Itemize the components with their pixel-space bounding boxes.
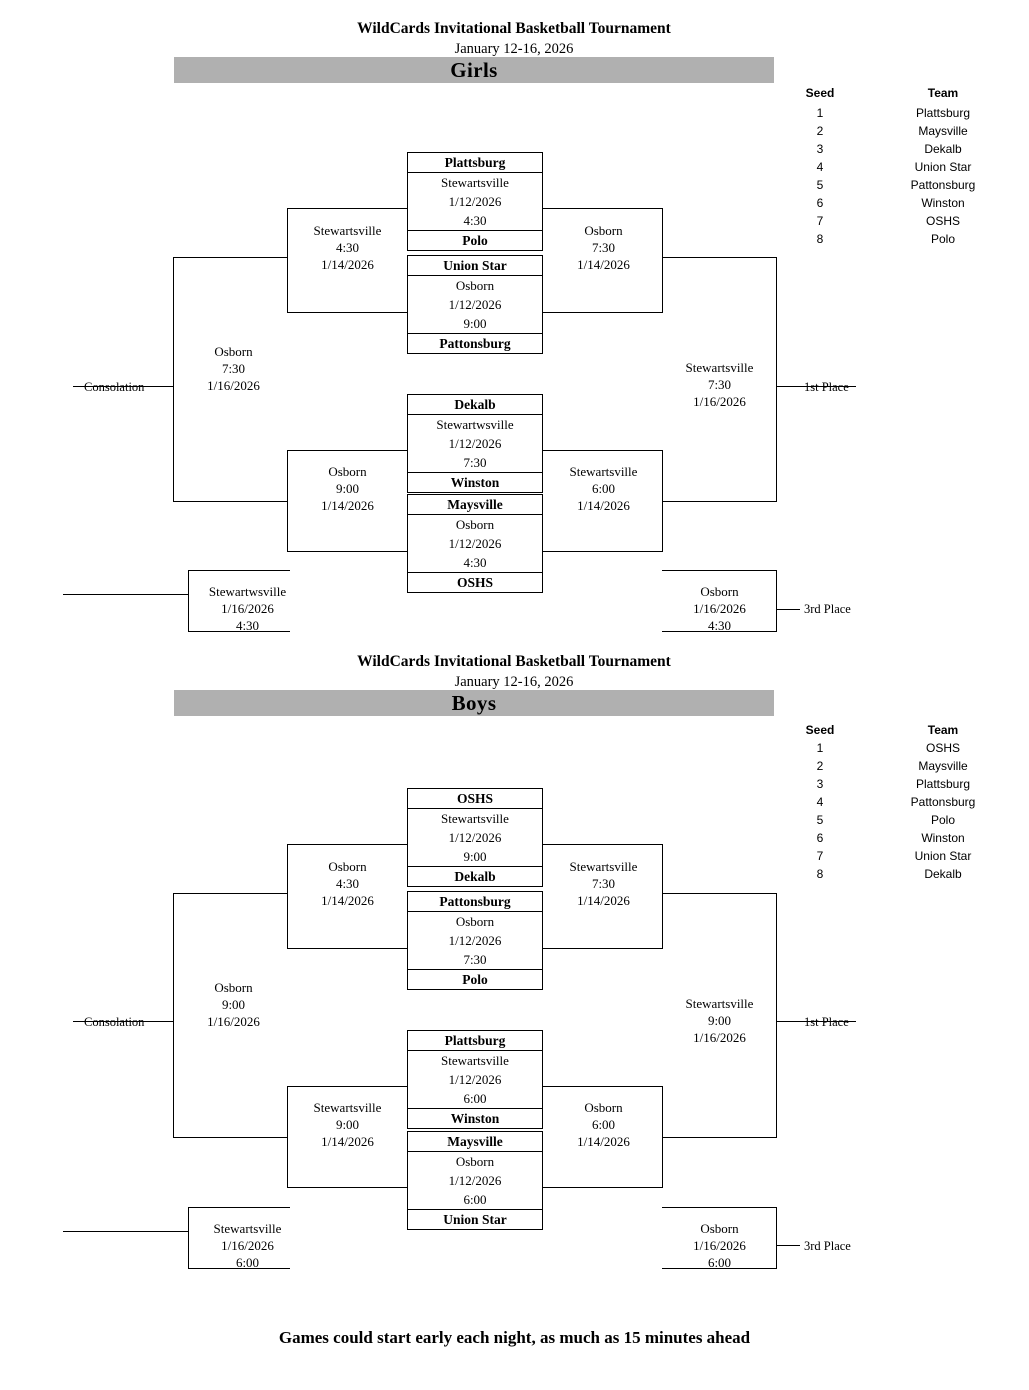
seed-number: 6 (816, 196, 824, 210)
game2-bottom-team: Polo (408, 969, 542, 989)
boys-game-box-2 (407, 891, 543, 990)
semi-site: Stewartsville (569, 859, 638, 874)
boys-semifinal-lower-right (546, 1099, 661, 1150)
boys-third-place-game (662, 1220, 777, 1271)
bracket-line (543, 1086, 663, 1087)
seed-number: 2 (816, 124, 824, 138)
game1-site: Stewartsville (441, 811, 509, 826)
seed-team: Winston (921, 196, 965, 210)
semi-time: 9:00 (335, 481, 360, 496)
semi-date: 1/14/2026 (577, 498, 630, 513)
game1-site: Stewartsville (441, 175, 509, 190)
boys-consolation-game (176, 979, 291, 1030)
seed-team: Union Star (914, 160, 972, 174)
semi-site: Osborn (584, 1100, 623, 1115)
third-site: Osborn (700, 1221, 739, 1236)
bracket-line (287, 1086, 288, 1188)
seed-number: 4 (816, 160, 824, 174)
bracket-line (662, 844, 663, 949)
game4-date: 1/12/2026 (448, 1173, 502, 1188)
game4-top-team: Maysville (408, 1132, 542, 1152)
girls-tournament-dates: January 12-16, 2026 (454, 41, 574, 57)
bracket-line (287, 844, 407, 845)
game4-site: Osborn (455, 517, 495, 532)
third-date: 1/16/2026 (693, 1238, 746, 1253)
game4-site: Osborn (455, 1154, 495, 1169)
game3-bottom-team: Winston (408, 1108, 542, 1128)
game2-time: 7:30 (463, 952, 487, 967)
seventh-site: Stewartsville (213, 1221, 282, 1236)
bracket-line (173, 893, 174, 1138)
game3-time: 7:30 (463, 455, 487, 470)
final-time: 7:30 (707, 377, 732, 392)
seed-team: Plattsburg (915, 777, 971, 791)
game1-bottom-team: Dekalb (408, 866, 542, 886)
seed-number: 1 (816, 741, 824, 755)
boys-consolation-label: Consolation (84, 1015, 145, 1029)
seed-number: 3 (816, 142, 824, 156)
boys-third-place-label: 3rd Place (804, 1239, 851, 1253)
consolation-time: 9:00 (221, 997, 246, 1012)
semi-site: Osborn (328, 859, 367, 874)
semi-site: Stewartsville (569, 464, 638, 479)
consolation-date: 1/16/2026 (207, 378, 260, 393)
bracket-line (662, 893, 776, 894)
game1-top-team: Plattsburg (408, 153, 542, 173)
game3-time: 6:00 (463, 1091, 487, 1106)
semi-site: Osborn (584, 223, 623, 238)
seed-team: Plattsburg (915, 106, 971, 120)
consolation-site: Osborn (214, 344, 253, 359)
seed-number: 4 (816, 795, 824, 809)
seed-number: 1 (816, 106, 824, 120)
third-time: 6:00 (707, 1255, 732, 1270)
semi-time: 7:30 (591, 240, 616, 255)
seventh-time: 4:30 (235, 618, 260, 633)
girls-seed-column-header: Seed (805, 86, 835, 100)
bracket-line (543, 844, 663, 845)
bracket-line (287, 948, 407, 949)
boys-game-box-3 (407, 1030, 543, 1129)
semi-time: 6:00 (591, 1117, 616, 1132)
boys-seventh-place-game (190, 1220, 305, 1271)
seed-team: Pattonsburg (910, 795, 976, 809)
semi-time: 4:30 (335, 240, 360, 255)
boys-gender-band (174, 690, 774, 716)
game3-bottom-team: Winston (408, 472, 542, 492)
third-time: 4:30 (707, 618, 732, 633)
bracket-line (543, 1187, 663, 1188)
semi-time: 9:00 (335, 1117, 360, 1132)
boys-tournament-dates: January 12-16, 2026 (454, 674, 574, 690)
semi-date: 1/14/2026 (321, 498, 374, 513)
bracket-line (287, 1086, 407, 1087)
girls-third-place-label: 3rd Place (804, 602, 851, 616)
seed-team: Maysville (918, 124, 968, 138)
seed-team: Polo (930, 813, 956, 827)
semi-date: 1/14/2026 (321, 893, 374, 908)
seed-team: Union Star (914, 849, 972, 863)
seed-team: Dekalb (924, 142, 962, 156)
semi-site: Stewartsville (313, 223, 382, 238)
seed-number: 7 (816, 849, 824, 863)
game2-site: Osborn (455, 914, 495, 929)
bracket-line (173, 893, 287, 894)
bracket-line (287, 844, 288, 949)
game1-time: 4:30 (463, 213, 487, 228)
seed-team: OSHS (925, 214, 960, 228)
game2-top-team: Pattonsburg (408, 892, 542, 912)
boys-game-box-1 (407, 788, 543, 887)
final-date: 1/16/2026 (693, 1030, 746, 1045)
boys-game-box-4 (407, 1131, 543, 1230)
boys-gender-label: Boys (451, 690, 497, 715)
semi-date: 1/14/2026 (577, 257, 630, 272)
semi-time: 7:30 (591, 876, 616, 891)
seventh-time: 6:00 (235, 1255, 260, 1270)
semi-date: 1/14/2026 (577, 1134, 630, 1149)
consolation-site: Osborn (214, 980, 253, 995)
consolation-date: 1/16/2026 (207, 1014, 260, 1029)
final-site: Stewartsville (685, 996, 754, 1011)
bracket-line (63, 1231, 188, 1232)
girls-tournament-title: WildCards Invitational Basketball Tournament (357, 20, 671, 37)
seed-number: 8 (816, 232, 824, 246)
boys-first-place-label: 1st Place (804, 1015, 849, 1029)
game3-top-team: Plattsburg (408, 1031, 542, 1051)
third-site: Osborn (700, 584, 739, 599)
boys-semifinal-lower-left (290, 1099, 405, 1150)
seed-team: Dekalb (924, 867, 962, 881)
game2-site: Osborn (455, 278, 495, 293)
boys-seed-column-header: Seed (805, 723, 835, 737)
game2-date: 1/12/2026 (448, 933, 502, 948)
game1-date: 1/12/2026 (448, 830, 502, 845)
seventh-date: 1/16/2026 (221, 1238, 274, 1253)
game4-bottom-team: OSHS (408, 572, 542, 592)
boys-team-column-header: Team (927, 723, 959, 737)
game3-date: 1/12/2026 (448, 1072, 502, 1087)
seed-number: 3 (816, 777, 824, 791)
bracket-line (173, 1137, 287, 1138)
seed-team: Pattonsburg (910, 178, 976, 192)
semi-date: 1/14/2026 (321, 257, 374, 272)
bracket-line (776, 1245, 800, 1246)
girls-consolation-label: Consolation (84, 380, 145, 394)
game4-bottom-team: Union Star (408, 1209, 542, 1229)
game4-time: 6:00 (463, 1192, 487, 1207)
seventh-site: Stewartwsville (208, 584, 287, 599)
game1-top-team: OSHS (408, 789, 542, 809)
seed-number: 7 (816, 214, 824, 228)
semi-date: 1/14/2026 (577, 893, 630, 908)
semi-site: Osborn (328, 464, 367, 479)
game1-time: 9:00 (463, 849, 487, 864)
game1-date: 1/12/2026 (448, 194, 502, 209)
girls-gender-label: Girls (450, 57, 498, 82)
bracket-line (662, 1137, 776, 1138)
game3-top-team: Dekalb (408, 395, 542, 415)
game2-time: 9:00 (463, 316, 487, 331)
seed-team: Winston (921, 831, 965, 845)
seed-team: Maysville (918, 759, 968, 773)
game3-site: Stewartwsville (436, 417, 514, 432)
semi-time: 4:30 (335, 876, 360, 891)
semi-date: 1/14/2026 (321, 1134, 374, 1149)
game4-time: 4:30 (463, 555, 487, 570)
girls-first-place-label: 1st Place (804, 380, 849, 394)
seventh-date: 1/16/2026 (221, 601, 274, 616)
third-date: 1/16/2026 (693, 601, 746, 616)
seed-number: 5 (816, 813, 824, 827)
seed-number: 2 (816, 759, 824, 773)
game2-top-team: Union Star (408, 256, 542, 276)
bracket-line (287, 1187, 407, 1188)
boys-semifinal-upper-left (290, 858, 405, 909)
game3-date: 1/12/2026 (448, 436, 502, 451)
seed-number: 8 (816, 867, 824, 881)
game2-bottom-team: Pattonsburg (408, 333, 542, 353)
footer-note: Games could start early each night, as much as 15 minutes ahead (278, 1328, 751, 1347)
game3-site: Stewartsville (441, 1053, 509, 1068)
seed-number: 6 (816, 831, 824, 845)
final-time: 9:00 (707, 1013, 732, 1028)
game4-top-team: Maysville (408, 495, 542, 515)
seed-team: Polo (930, 232, 956, 246)
final-date: 1/16/2026 (693, 394, 746, 409)
boys-championship-game (662, 995, 777, 1046)
consolation-time: 7:30 (221, 361, 246, 376)
semi-time: 6:00 (591, 481, 616, 496)
semi-site: Stewartsville (313, 1100, 382, 1115)
game1-bottom-team: Polo (408, 230, 542, 250)
bracket-line (188, 1207, 290, 1208)
final-site: Stewartsville (685, 360, 754, 375)
boys-tournament-title: WildCards Invitational Basketball Tournament (357, 653, 671, 670)
game4-date: 1/12/2026 (448, 536, 502, 551)
bracket-line (662, 1207, 776, 1208)
boys-semifinal-upper-right (546, 858, 661, 909)
seed-number: 5 (816, 178, 824, 192)
bracket-line (543, 948, 663, 949)
seed-team: OSHS (925, 741, 960, 755)
game2-date: 1/12/2026 (448, 297, 502, 312)
girls-team-column-header: Team (927, 86, 959, 100)
